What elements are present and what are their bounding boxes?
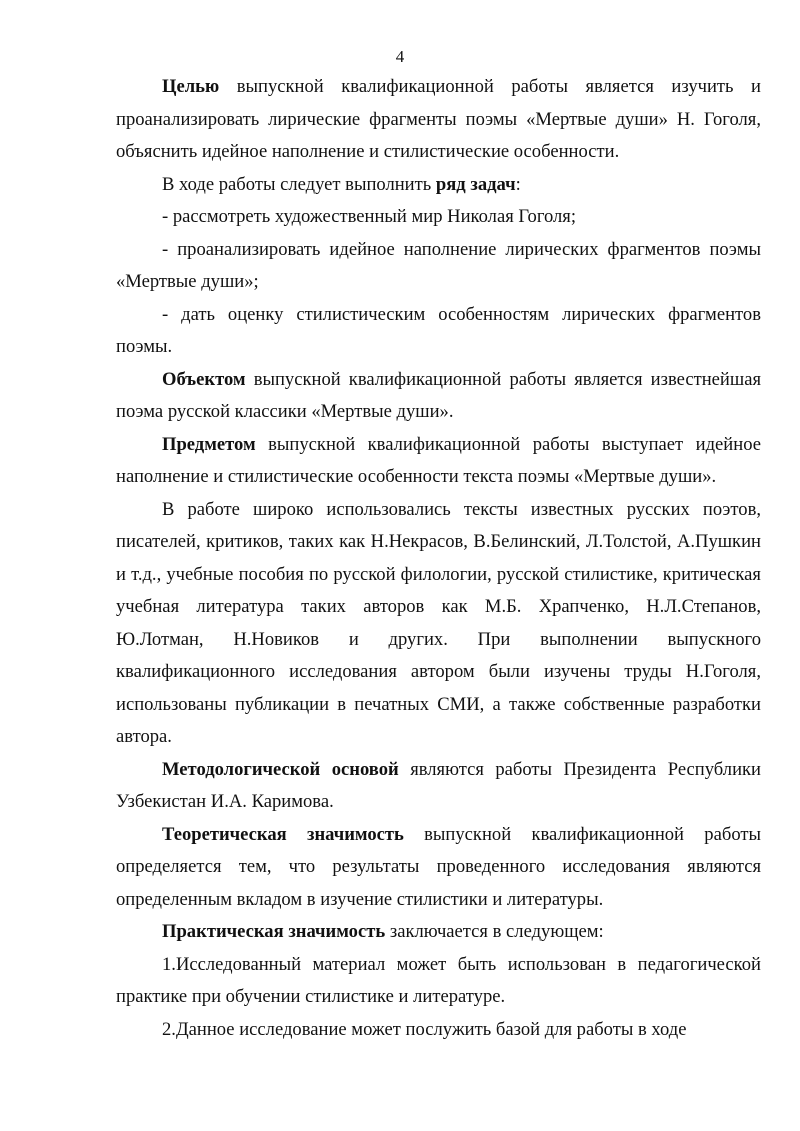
term-practical: Практическая значимость [162, 921, 386, 942]
paragraph-text: выпускной квалификационной работы является известнейшая поэма русской классики «Мертвые души». [116, 368, 761, 422]
term-theoretical: Теоретическая значимость [162, 823, 404, 845]
paragraph-text: 2.Данное исследование может послужить базой для работы в ходе [162, 1018, 687, 1040]
paragraph-text: : [515, 173, 521, 195]
paragraph-methodology [116, 754, 761, 819]
task-item [116, 234, 761, 299]
paragraph-text: выпускной квалификационной работы определяется тем, что результаты проведенного исследования являются определенным вкладом в изучение стилистики и литературы. [116, 823, 761, 910]
paragraph-text: 1.Исследованный материал может быть использован в педагогической практике при обучении стилистике и литературе. [116, 953, 761, 1007]
page-number: 4 [395, 47, 405, 66]
paragraph-text: - дать оценку стилистическим особенностям лирических фрагментов поэмы. [116, 303, 761, 357]
task-item [116, 299, 761, 364]
term-goal: Целью [162, 76, 220, 97]
practical-item [116, 949, 761, 1014]
paragraph-text: выпускной квалификационной работы является изучить и проанализировать лирические фрагменты поэмы «Мертвые души» Н. Гоголя, объяснить идейное наполнение и стилистические особенности. [116, 76, 761, 162]
paragraph-text: В ходе работы следует выполнить [162, 173, 436, 195]
paragraph-text: являются работы Президента Республики Узбекистан И.А. Каримова. [116, 758, 762, 812]
practical-item [116, 1014, 761, 1047]
term-methodology: Методологической основой [162, 758, 399, 780]
paragraph-text: выпускной квалификационной работы выступает идейное наполнение и стилистические особенности текста поэмы «Мертвые души». [116, 433, 761, 487]
paragraph-text: - рассмотреть художественный мир Николая Гоголя; [162, 206, 577, 227]
paragraph-theoretical [116, 819, 761, 917]
paragraph-text: В работе широко использовались тексты известных русских поэтов, писателей, критиков, таких как Н.Некрасов, В.Белинский, Л.Толстой, А.Пушкин и т.д., учебные пособия по русской филологии, русской стилистике, критическая учебная литература таких авторов как М.Б. Храпченко, Н.Л.Степанов, Ю.Лотман, Н.Новиков и других. При выполнении выпускного квалификационного исследования автором были изучены труды Н.Гоголя, использованы публикации в печатных СМИ, а также собственные разработки автора. [116, 498, 761, 747]
paragraph-text: - проанализировать идейное наполнение лирических фрагментов поэмы «Мертвые души»; [116, 238, 761, 292]
term-tasks: ряд задач [435, 173, 516, 195]
paragraph-subject [116, 429, 761, 494]
paragraph-object [116, 364, 761, 429]
paragraph-tasks-intro [116, 169, 761, 202]
term-object: Объектом [162, 368, 246, 390]
paragraph-text: заключается в следующем: [385, 921, 604, 942]
paragraph-practical [116, 916, 761, 949]
paragraph-goal [116, 71, 761, 169]
paragraph-sources [116, 494, 761, 754]
body-text [116, 71, 761, 1046]
term-subject: Предметом [162, 433, 256, 455]
task-item [116, 201, 761, 234]
